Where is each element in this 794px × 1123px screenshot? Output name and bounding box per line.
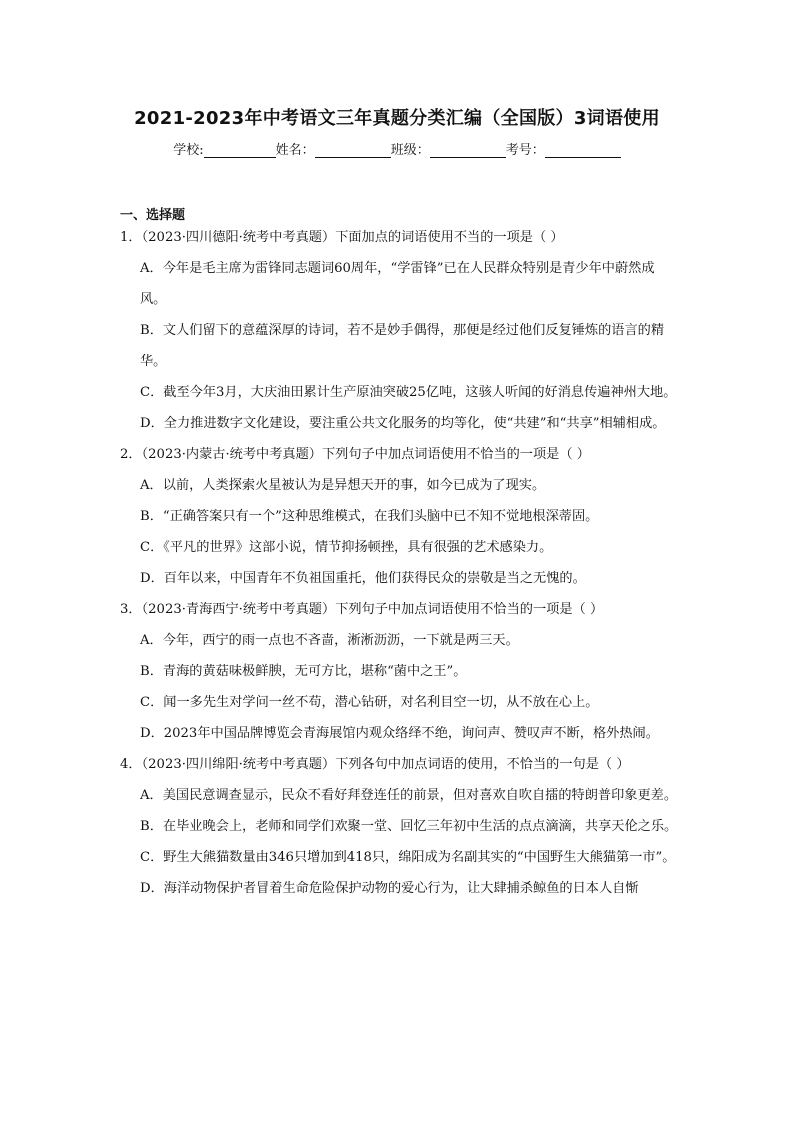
question-text: 下列句子中加点词语使用不恰当的一项是（ ） <box>322 447 590 462</box>
option-d: D．百年以来，中国青年不负祖国重托，他们获得民众的崇敬是当之无愧的。 <box>140 571 586 586</box>
option-b: B．文人们留下的意蕴深厚的诗词，若不是妙手偶得，那便是经过他们反复锤炼的语言的精华。 <box>140 323 664 369</box>
school-blank <box>204 143 276 158</box>
option-b: B．“正确答案只有一个”这种思维模式，在我们头脑中已不知不觉地根深蒂固。 <box>140 509 599 524</box>
option-d: D．海洋动物保护者冒着生命危险保护动物的爱心行为，让大肆捕杀鲸鱼的日本人自惭 <box>140 881 639 896</box>
exam-number-blank <box>545 143 621 158</box>
question-1 <box>0 222 794 439</box>
document-title: 2021-2023年中考语文三年真题分类汇编（全国版）3词语使用 <box>134 108 660 129</box>
question-source: （2023·内蒙古·统考中考真题） <box>141 447 322 462</box>
question-stem <box>120 749 680 780</box>
option-a: A．今年，西宁的雨一点也不吝啬，淅淅沥沥，一下就是两三天。 <box>140 633 519 648</box>
question-text: 下列句子中加点词语使用不恰当的一项是（ ） <box>335 602 604 617</box>
option-a: A．以前，人类探索火星被认为是异想天开的事，如今已成为了现实。 <box>140 478 546 493</box>
option-b: B．在毕业晚会上，老师和同学们欢聚一堂、回忆三年初中生活的点点滴滴，共享天伦之乐。 <box>140 819 678 834</box>
question-stem <box>120 439 680 470</box>
question-list <box>0 222 794 904</box>
question-3 <box>0 594 794 749</box>
question-text: 下列各句中加点词语的使用，不恰当的一句是（ ） <box>335 757 630 772</box>
school-label: 学校: <box>173 143 204 158</box>
name-label: 姓名： <box>275 143 315 158</box>
option-c: C．《平凡的世界》这部小说，情节抑扬顿挫，具有很强的艺术感染力。 <box>140 540 553 555</box>
question-stem <box>120 594 680 625</box>
name-blank <box>315 143 391 158</box>
option-d: D．2023年中国品牌博览会青海展馆内观众络绎不绝，询问声、赞叹声不断，格外热闹。 <box>140 726 659 741</box>
option-c: C．野生大熊猫数量由346只增加到418只，绵阳成为名副其实的“中国野生大熊猫第一市”。 <box>140 850 676 865</box>
question-stem <box>120 222 680 253</box>
question-source: （2023·青海西宁·统考中考真题） <box>141 602 336 617</box>
class-label: 班级： <box>390 143 430 158</box>
option-c: C．截至今年3月，大庆油田累计生产原油突破25亿吨，这骇人听闻的好消息传遍神州大地。 <box>140 385 677 400</box>
option-d: D．全力推进数字文化建设，要注重公共文化服务的均等化，使“共建”和“共享”相辅相成。 <box>140 416 666 431</box>
option-b: B．青海的黄菇味极鲜腴，无可方比，堪称“菌中之王”。 <box>140 664 467 679</box>
question-4 <box>0 749 794 904</box>
option-c: C．闻一多先生对学问一丝不苟，潜心钻研，对名利目空一切，从不放在心上。 <box>140 695 599 710</box>
question-number: 3． <box>120 602 142 617</box>
question-text: 下面加点的词语使用不当的一项是（ ） <box>335 230 564 245</box>
question-number: 2． <box>120 447 142 462</box>
question-source: （2023·四川德阳·统考中考真题） <box>141 230 336 245</box>
question-number: 4． <box>120 757 142 772</box>
student-info-line <box>0 139 794 158</box>
question-2 <box>0 439 794 594</box>
section-heading: 一、选择题 <box>120 208 186 223</box>
question-source: （2023·四川绵阳·统考中考真题） <box>141 757 336 772</box>
question-number: 1． <box>120 230 142 245</box>
exam-number-label: 考号： <box>505 143 545 158</box>
option-a: A．美国民意调查显示，民众不看好拜登连任的前景，但对喜欢自吹自擂的特朗普印象更差。 <box>140 788 678 803</box>
option-a: A．今年是毛主席为雷锋同志题词60周年，“学雷锋”已在人民群众特别是青少年中蔚然成风。 <box>140 261 655 307</box>
class-blank <box>430 143 506 158</box>
